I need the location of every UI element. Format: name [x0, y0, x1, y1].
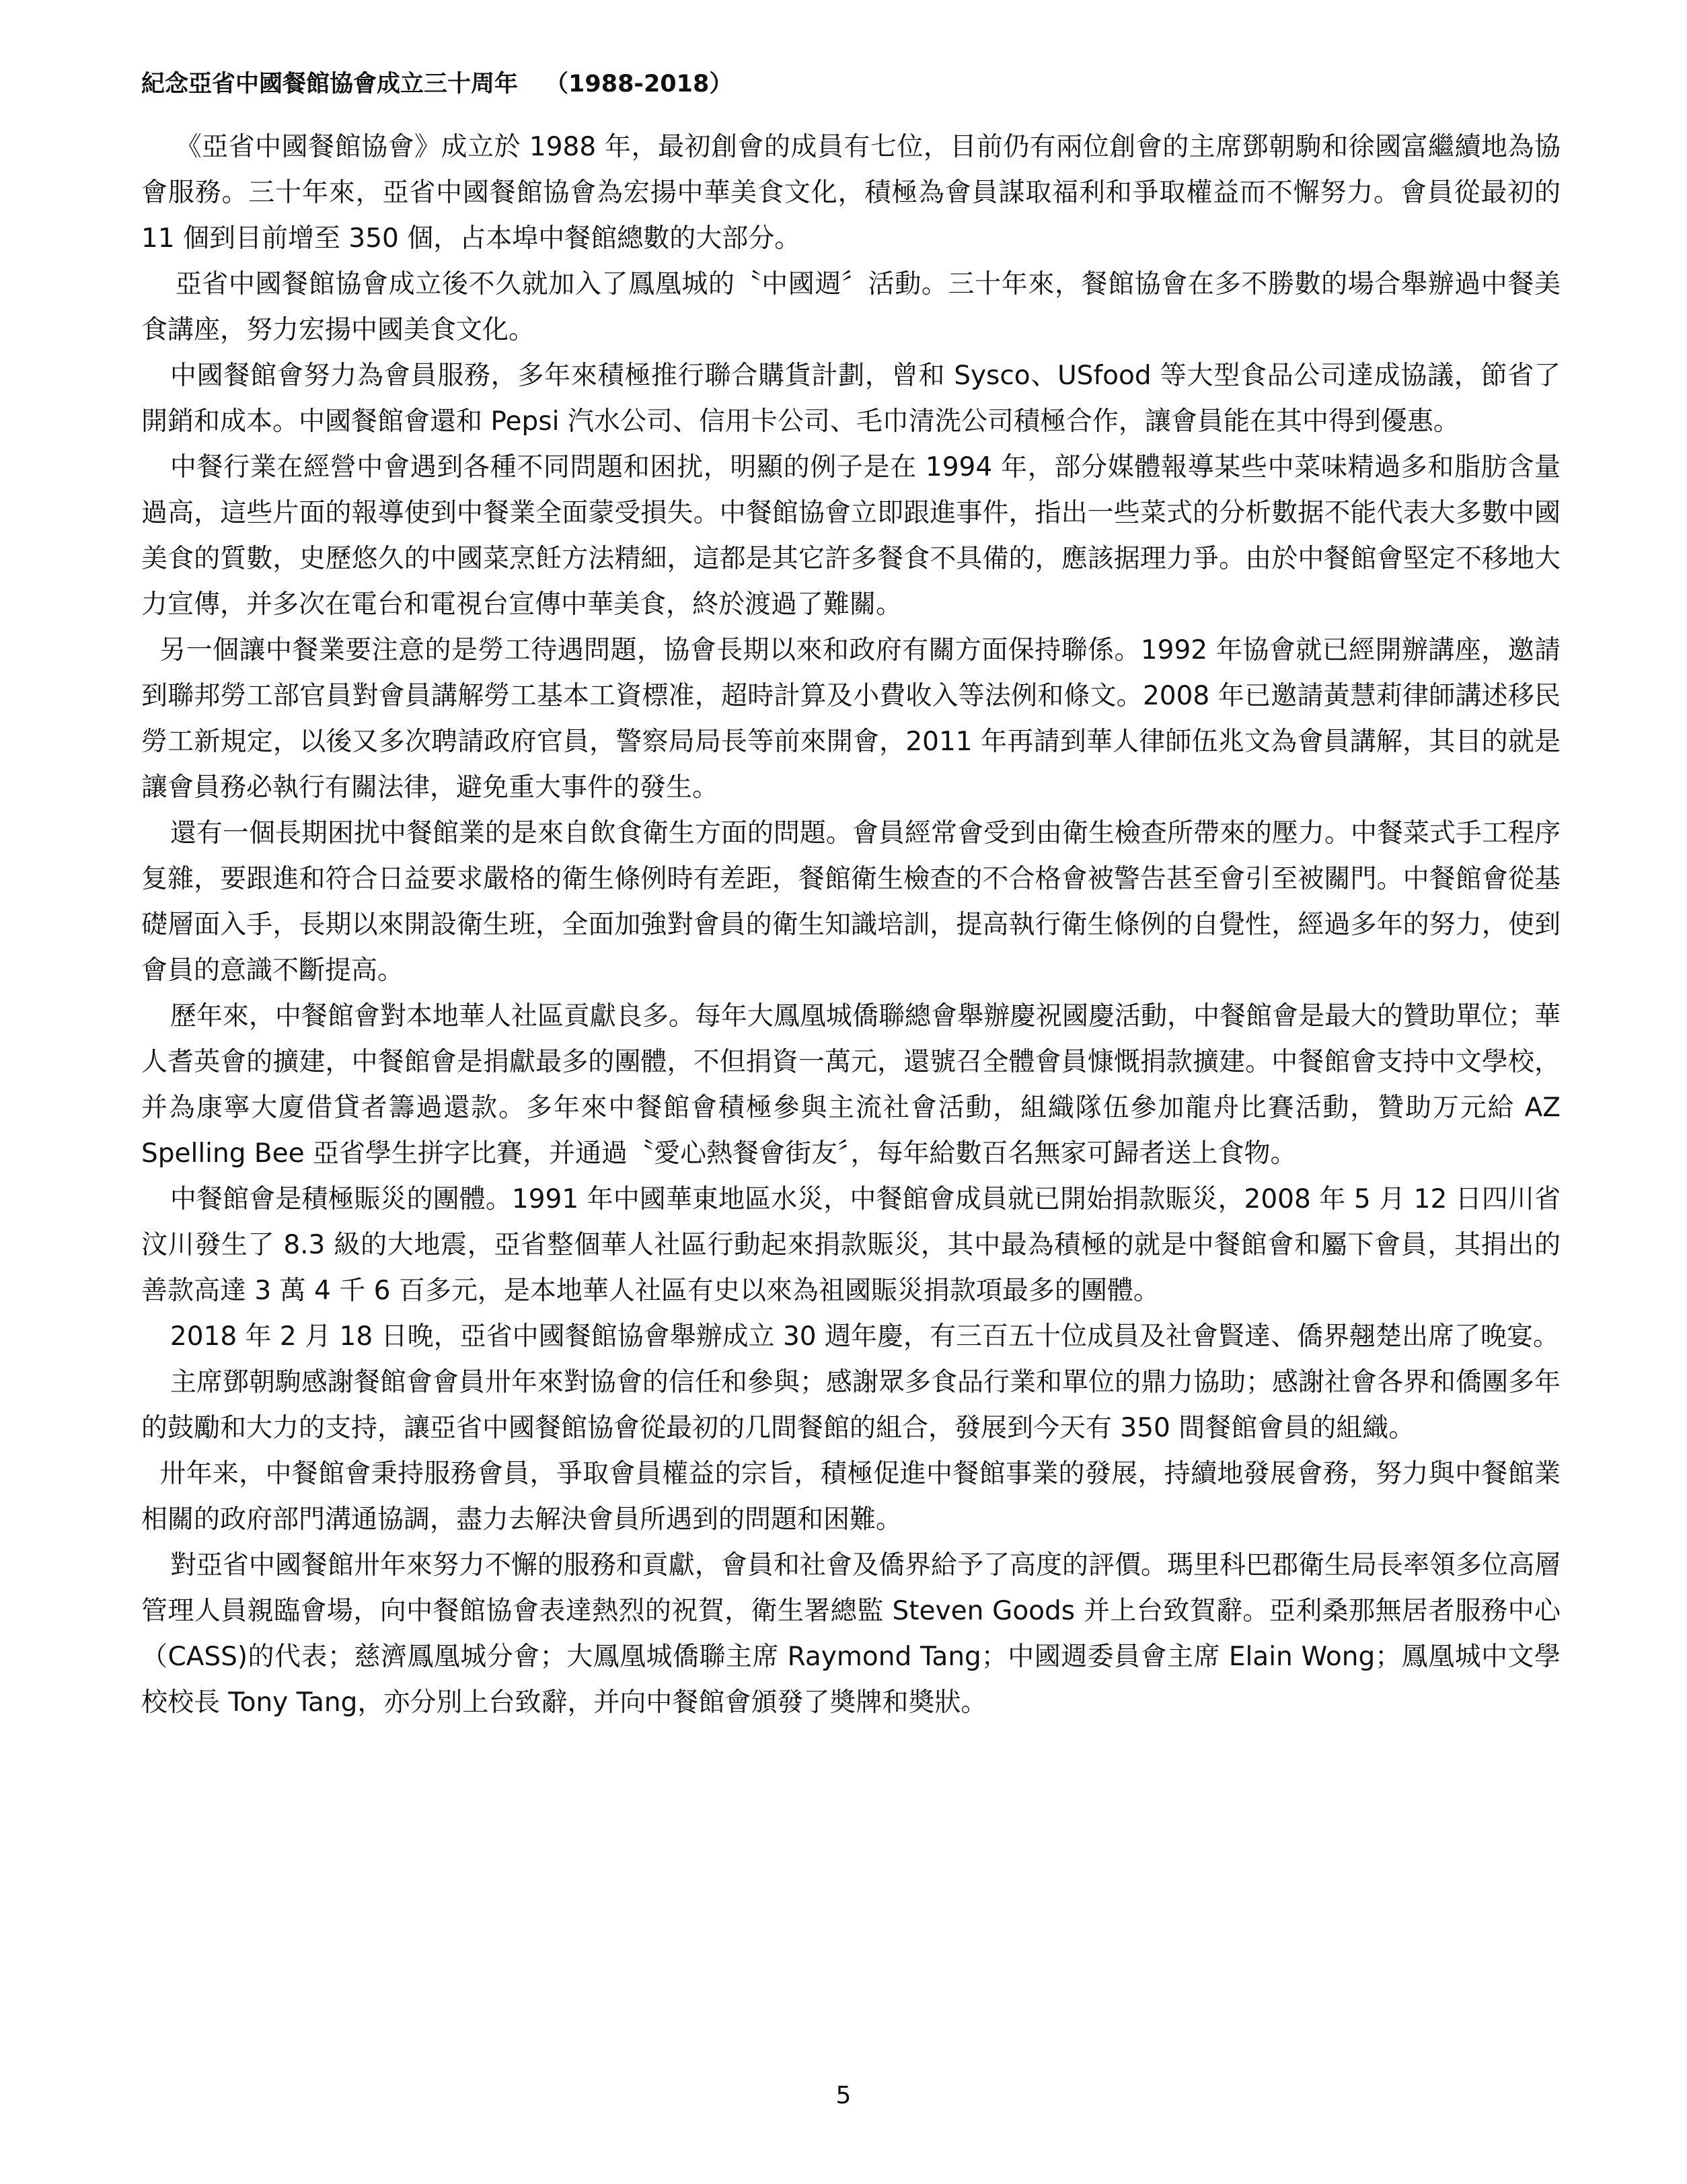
paragraph-food-hygiene: 還有一個長期困扰中餐館業的是來自飲食衛生方面的問題。會員經常會受到由衛生檢查所帶來的壓力。中餐菜式手工程序复雜，要跟進和符合日益要求嚴格的衛生條例時有差距，餐館衛生檢查的不合格會被警告甚至會引至被關門。中餐館會從基礎層面入手，長期以來開設衛生班，全面加強對會員的衛生知識培訓，提高執行衛生條例的自覺性，經過多年的努力，使到會員的意識不斷提高。 — [141, 818, 1561, 986]
paragraph-anniversary-banquet: 2018 年 2 月 18 日晚，亞省中國餐館協會舉辦成立 30 週年慶，有三百五十位成員及社會賢達、僑界翹楚出席了晚宴。 — [170, 1321, 1559, 1352]
paragraph-community-contribution: 歷年來，中餐館會對本地華人社區貢獻良多。每年大鳳凰城僑聯總會舉辦慶祝國慶活動，中餐館會是最大的贊助單位；華人耆英會的擴建，中餐館會是捐獻最多的團體，不但捐資一萬元，還號召全體會員慷慨捐款擴建。中餐館會支持中文學校，并為康寧大廈借貸者籌過還款。多年來中餐館會積極參與主流社會活動，組織隊伍參加龍舟比賽活動，贊助万元給 AZ Spelling Bee 亞省學生拼字比賽，并通過〝愛心熱餐會街友〞，每年給數百名無家可歸者送上食物。 — [141, 1001, 1561, 1169]
document-title — [141, 64, 1561, 104]
paragraph-china-week: 亞省中國餐館協會成立後不久就加入了鳳凰城的〝中國週〞活動。三十年來，餐館協會在多不勝數的場合舉辦過中餐美食講座，努力宏揚中國美食文化。 — [141, 269, 1561, 345]
paragraph-media-crisis: 中餐行業在經營中會遇到各種不同問題和困扰，明顯的例子是在 1994 年，部分媒體報導某些中菜味精過多和脂肪含量過高，這些片面的報導使到中餐業全面蒙受損失。中餐館協會立即跟進事件，指出一些菜式的分析數据不能代表大多數中國美食的質數，史歷悠久的中國菜烹飪方法精細，這都是其它許多餐食不具備的，應該据理力爭。由於中餐館會堅定不移地大力宣傳，并多次在電台和電視台宣傳中華美食，終於渡過了難關。 — [141, 452, 1561, 620]
page-number: 5 — [835, 2082, 852, 2109]
paragraph-founding: 《亞省中國餐館協會》成立於 1988 年，最初創會的成員有七位，目前仍有兩位創會的主席鄧朝駒和徐國富繼續地為協會服務。三十年來，亞省中國餐館協會為宏揚中華美食文化，積極為會員謀取福利和爭取權益而不懈努力。會員從最初的 11 個到目前增至 350 個，占本埠中餐館總數的大部分。 — [141, 132, 1561, 254]
paragraph-recognition: 對亞省中國餐館卅年來努力不懈的服務和貢獻，會員和社會及僑界給予了高度的評價。瑪里科巴郡衛生局長率領多位高層管理人員親臨會場，向中餐館協會表達熱烈的祝賀，衛生署總監 Steven Goods 并上台致賀辭。亞利桑那無居者服務中心（CASS)的代表；慈濟鳳凰城分會；大鳳凰城僑聯主席 Raymond Tang；中國週委員會主席 Elain Wong；鳳凰城中文學校校長 Tony Tang，亦分別上台致辭，并向中餐館會頒發了奬牌和奬狀。 — [141, 1550, 1561, 1718]
paragraph-disaster-relief: 中餐館會是積極賑災的團體。1991 年中國華東地區水災，中餐館會成員就已開始捐款賑災，2008 年 5 月 12 日四川省汶川發生了 8.3 級的大地震，亞省整個華人社區行動起來捐款賑災，其中最為積極的就是中餐館會和屬下會員，其捐出的善款高達 3 萬 4 千 6 百多元，是本地華人社區有史以來為祖國賑災捐款項最多的團體。 — [141, 1184, 1561, 1306]
title-text: 紀念亞省中國餐館協會成立三十周年 — [141, 71, 519, 98]
paragraph-labor-issues: 另一個讓中餐業要注意的是勞工待遇問題，協會長期以來和政府有關方面保持聯係。1992 年協會就已經開辦講座，邀請到聯邦勞工部官員對會員講解勞工基本工資標准，超時計算及小費收入等法例和條文。2008 年已邀請黃慧莉律師講述移民勞工新規定，以後又多次聘請政府官員，警察局局長等前來開會，2011 年再請到華人律師伍兆文為會員講解，其目的就是讓會員務必執行有關法律，避免重大事件的發生。 — [141, 635, 1561, 803]
paragraph-joint-purchasing: 中國餐館會努力為會員服務，多年來積極推行聯合購貨計劃，曾和 Sysco、USfood 等大型食品公司達成協議，節省了開銷和成本。中國餐館會還和 Pepsi 汽水公司、信用卡公司、毛巾清洗公司積極合作，讓會員能在其中得到優惠。 — [141, 361, 1561, 437]
title-years: （1988-2018） — [545, 71, 733, 98]
paragraph-mission: 卅年来，中餐館會秉持服務會員，爭取會員權益的宗旨，積極促進中餐館事業的發展，持續地發展會務，努力與中餐館業相關的政府部門溝通協調，盡力去解決會員所遇到的問題和困難。 — [141, 1459, 1561, 1535]
paragraph-chairman-thanks: 主席鄧朝駒感謝餐館會會員卅年來對協會的信任和參與；感謝眾多食品行業和單位的鼎力協助；感謝社會各界和僑團多年的鼓勵和大力的支持，讓亞省中國餐館協會從最初的几間餐館的組合，發展到今天有 350 間餐館會員的組織。 — [141, 1367, 1561, 1443]
document-page — [141, 64, 1561, 1726]
